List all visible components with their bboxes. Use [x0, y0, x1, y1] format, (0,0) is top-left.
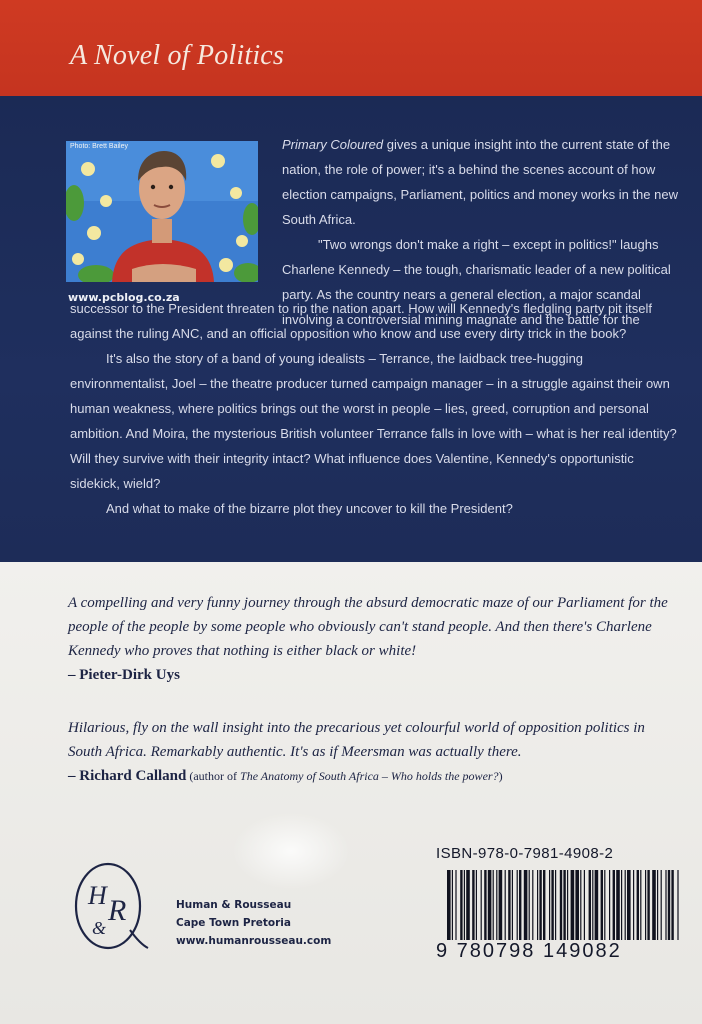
barcode-bar	[567, 870, 568, 940]
barcode-bar	[466, 870, 470, 940]
blurb-paragraph-3: successor to the President threaten to rip the nation apart. How will Kennedy's fledgling party pit itself against the ruling ANC, and an official opposition who know and use every dirty trick in the book?	[70, 301, 653, 341]
barcode-bar	[592, 870, 593, 940]
barcode-bar	[645, 870, 646, 940]
barcode-bar	[616, 870, 620, 940]
barcode-bar	[481, 870, 482, 940]
blurb-paragraph-1: Primary Coloured gives a unique insight into the current state of the nation, the role of power; it's a behind the scenes account of how election campaigns, Parliament, politics and money works in the new South Africa.	[282, 137, 678, 227]
review-quote-2-note: (author of The Anatomy of South Africa – Who holds the power?)	[186, 769, 503, 783]
review-quote-2-book-title: The Anatomy of South Africa – Who holds the power?	[240, 769, 499, 783]
publisher-logo	[70, 860, 150, 952]
barcode-bar	[447, 870, 451, 940]
publisher-website: www.humanrousseau.com	[176, 935, 332, 947]
series-title: A Novel of Politics	[70, 40, 285, 71]
svg-text:H: H	[88, 881, 107, 910]
barcode-bar	[657, 870, 658, 940]
barcode-bar	[575, 870, 579, 940]
blurb-paragraph-5: And what to make of the bizarre plot they uncover to kill the President?	[106, 501, 513, 516]
blurb-bottom	[70, 296, 682, 521]
barcode-bar	[627, 870, 631, 940]
barcode-bar	[532, 870, 533, 940]
publisher-name: Human & Rousseau	[176, 899, 292, 911]
barcode-bar	[512, 870, 513, 940]
barcode-bar	[601, 870, 603, 940]
barcode-bar	[665, 870, 666, 940]
barcode-bar	[555, 870, 556, 940]
barcode	[447, 870, 687, 942]
photo-credit: Photo: Brett Bailey	[70, 143, 128, 150]
author-photo-illustration	[66, 141, 258, 282]
barcode-digits: 9 780798 149082	[436, 940, 622, 962]
barcode-bar	[539, 870, 541, 940]
svg-text:R: R	[108, 894, 127, 927]
barcode-bar	[496, 870, 497, 940]
barcode-bar	[529, 870, 530, 940]
barcode-bar	[499, 870, 503, 940]
barcode-bar	[508, 870, 510, 940]
author-photo	[66, 141, 258, 282]
barcode-bar	[584, 870, 585, 940]
review-quote-1-attribution: – Pieter-Dirk Uys	[68, 667, 180, 683]
barcode-bar	[455, 870, 456, 940]
blurb-paragraph-2: "Two wrongs don't make a right – except in politics!" laughs Charlene Kennedy – the tough, charismatic leader of a new political party. As the country nears a general election, a major scandal involving a controversial mining magnate and the battle for the	[282, 237, 671, 327]
barcode-bar	[505, 870, 506, 940]
review-quote-2-attribution: – Richard Calland	[68, 768, 187, 784]
barcode-bar	[637, 870, 639, 940]
barcode-bar	[472, 870, 474, 940]
barcode-bar	[668, 870, 670, 940]
barcode-bar	[671, 870, 673, 940]
barcode-bar	[621, 870, 622, 940]
barcode-bar	[549, 870, 550, 940]
publisher-cities: Cape Town Pretoria	[176, 917, 291, 929]
barcode-bar	[563, 870, 565, 940]
barcode-bar	[580, 870, 581, 940]
barcode-bar	[452, 870, 453, 940]
barcode-bar	[661, 870, 662, 940]
barcode-bar	[609, 870, 610, 940]
barcode-bar	[543, 870, 545, 940]
barcode-bar	[677, 870, 678, 940]
barcode-bar	[524, 870, 528, 940]
review-quote-2	[68, 716, 680, 788]
svg-text:&: &	[92, 918, 107, 938]
barcode-bar	[604, 870, 605, 940]
barcode-bar	[537, 870, 538, 940]
barcode-bar	[595, 870, 599, 940]
review-quote-1	[68, 591, 680, 687]
review-quote-1-text: A compelling and very funny journey through the absurd democratic maze of our Parliament for the people of the people by some people who obviously can't stand people. And then there's Charlene Kennedy who proves that nothing is either black or white!	[68, 595, 668, 659]
barcode-bar	[613, 870, 615, 940]
book-title-italic: Primary Coloured	[282, 137, 384, 152]
barcode-bar	[589, 870, 591, 940]
cover-smudge	[232, 812, 350, 890]
barcode-bar	[488, 870, 492, 940]
human-rousseau-logo-icon	[70, 860, 150, 952]
review-quote-2-text: Hilarious, fly on the wall insight into the precarious yet colourful world of opposition politics in South Africa. Remarkably authentic. It's as if Meersman was actually there.	[68, 720, 645, 760]
barcode-bar	[652, 870, 656, 940]
isbn-label: ISBN-978-0-7981-4908-2	[436, 845, 614, 862]
barcode-bar	[476, 870, 477, 940]
blurb-paragraph-4: It's also the story of a band of young idealists – Terrance, the laidback tree-hugging environmentalist, Joel – the theatre producer turned campaign manager – in a struggle against their own human weakness, where politics brings out the worst in people – lies, greed, corruption and personal ambition. And Moira, the mysterious British volunteer Terrance falls in love with – what is her real identity? Will they survive with their integrity intact? What influence does Valentine, Kennedy's opportunistic sidekick, wield?	[70, 351, 677, 491]
barcode-bar	[647, 870, 649, 940]
barcode-bar	[640, 870, 641, 940]
barcode-bar	[517, 870, 518, 940]
barcode-bar	[464, 870, 465, 940]
barcode-bar	[519, 870, 521, 940]
barcode-bar	[625, 870, 626, 940]
barcode-bar	[633, 870, 634, 940]
top-red-band	[0, 0, 702, 96]
barcode-bar	[460, 870, 462, 940]
barcode-bar	[551, 870, 553, 940]
barcode-bar	[560, 870, 562, 940]
publisher-info	[176, 896, 331, 950]
barcode-bar	[571, 870, 575, 940]
barcode-bar	[484, 870, 486, 940]
barcode-bar	[493, 870, 494, 940]
author-blog-url: www.pcblog.co.za	[68, 291, 180, 304]
